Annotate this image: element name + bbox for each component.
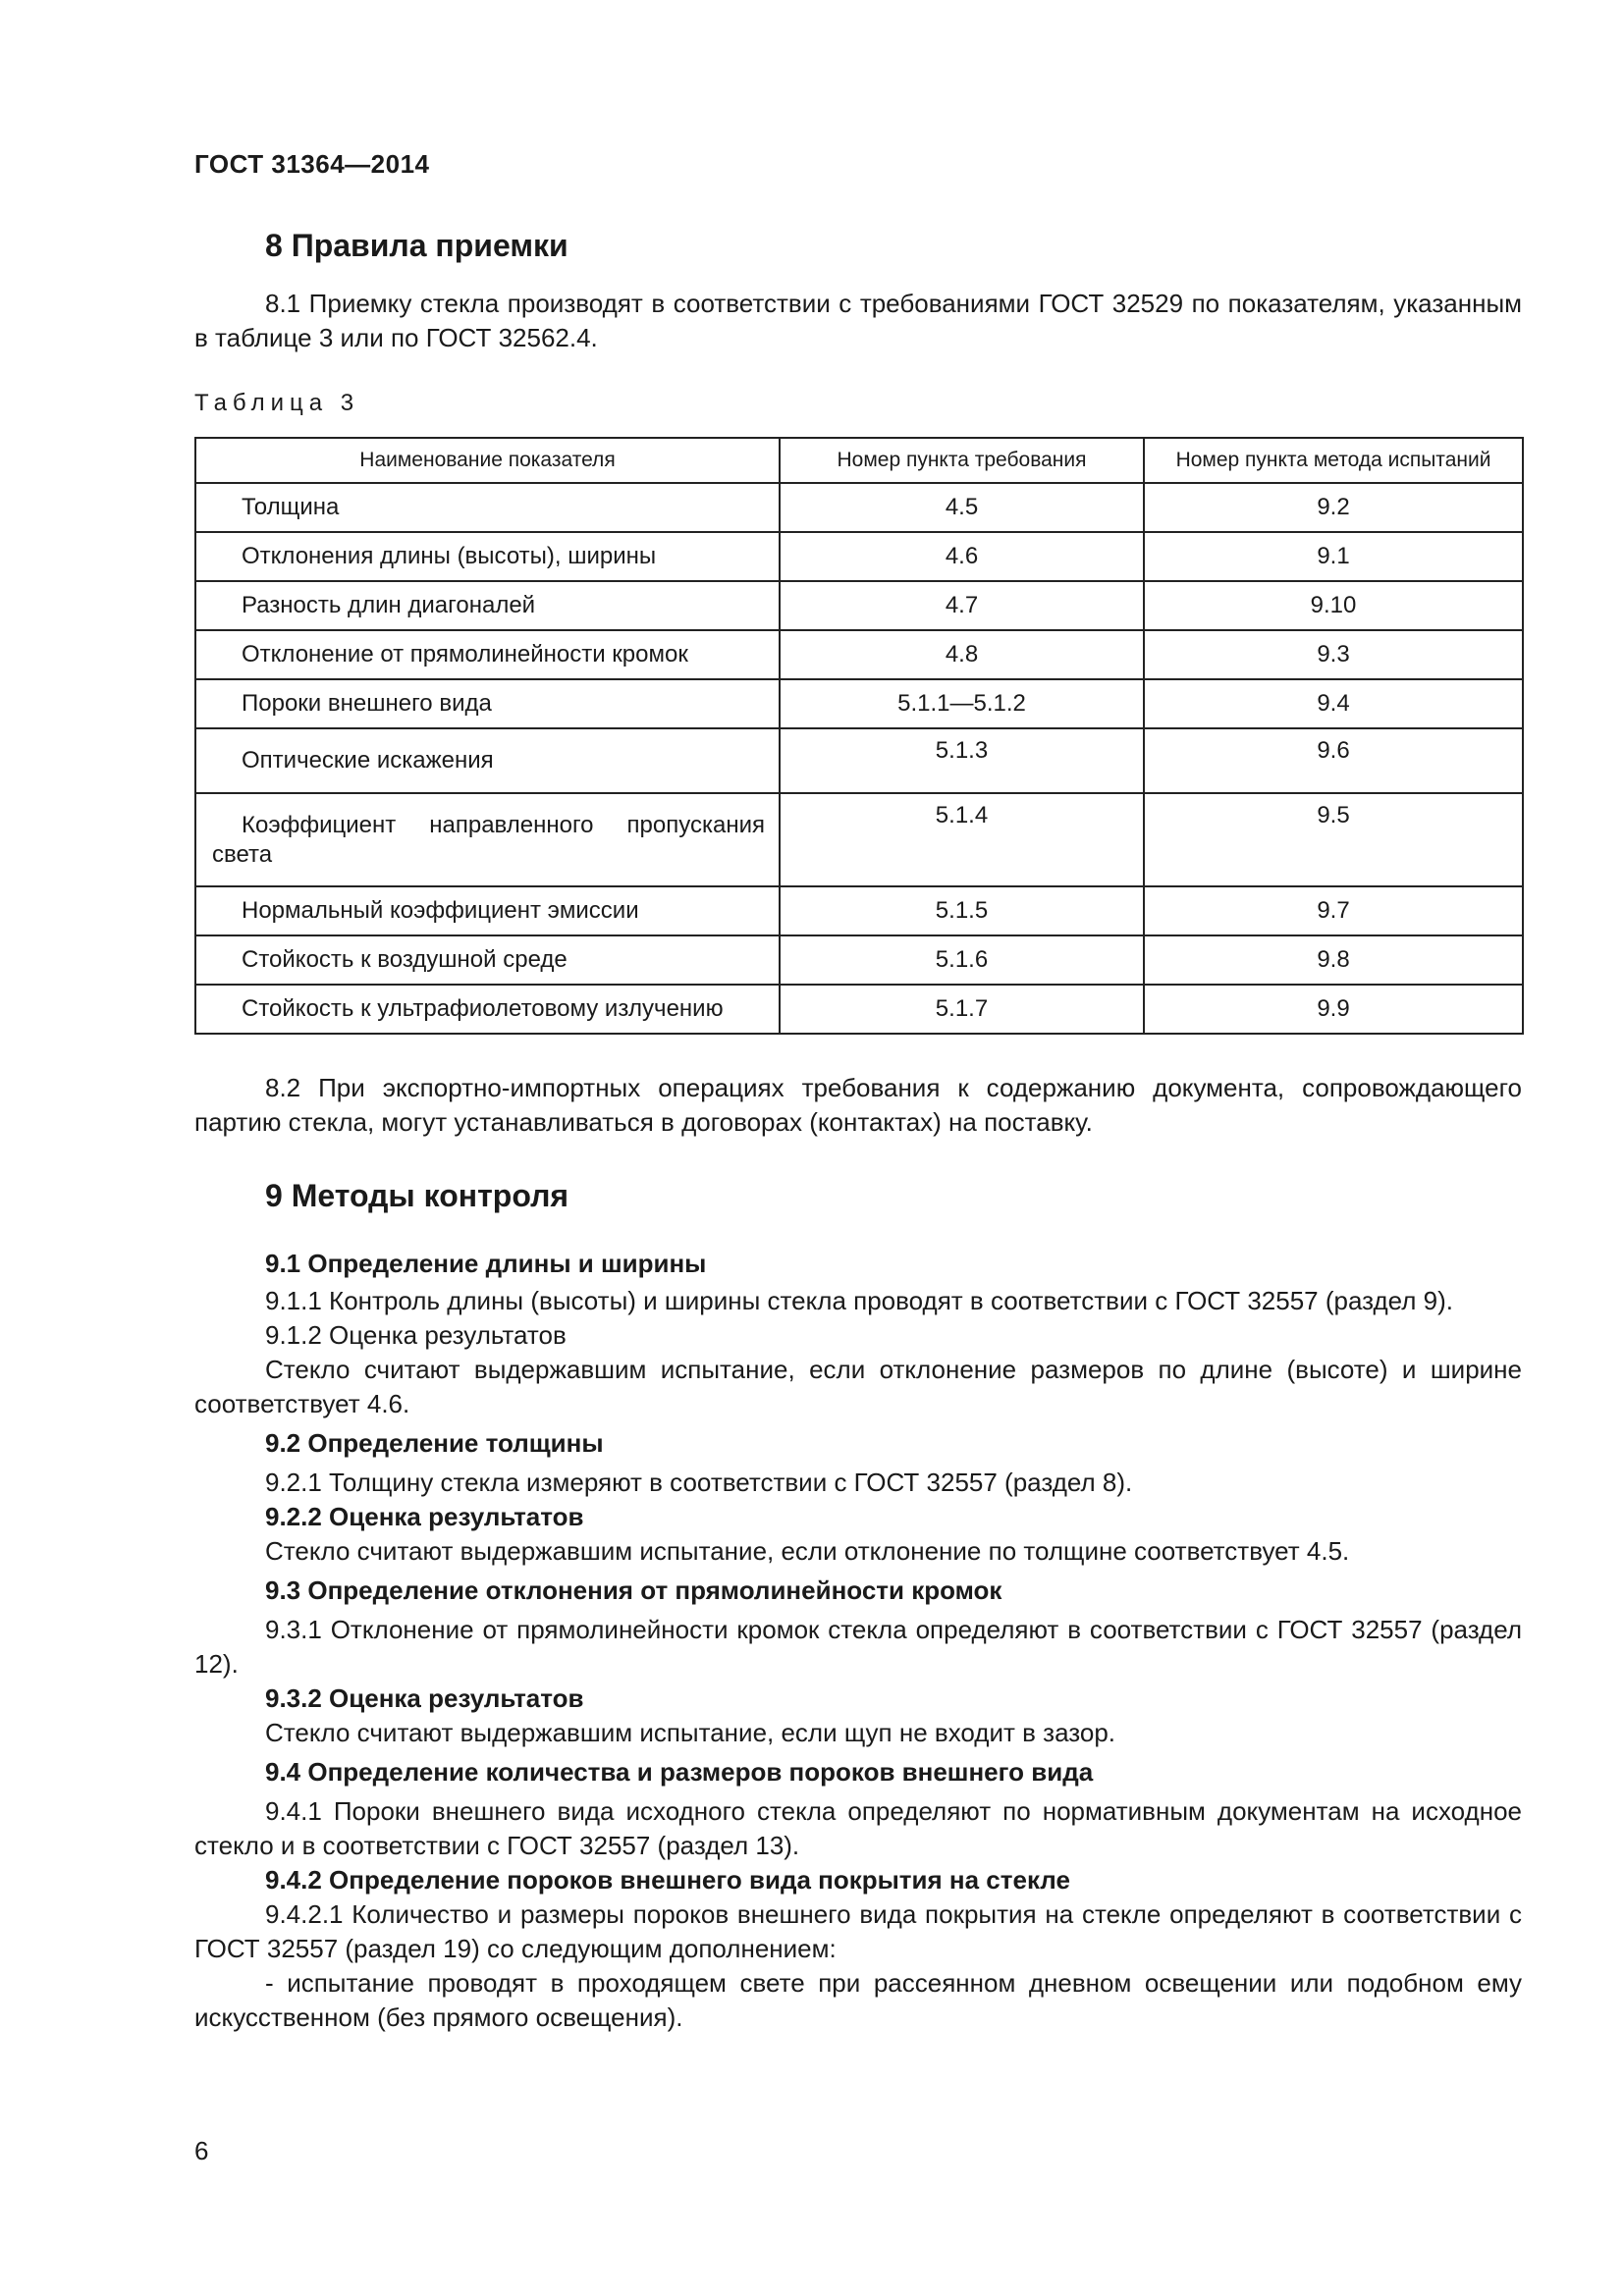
para-9-3-2-text: Стекло считают выдержавшим испытание, если щуп не входит в зазор.: [265, 1718, 1116, 1747]
indicator-cell: Отклонения длины (высоты), ширины: [195, 532, 780, 581]
para-8-2: 8.2 При экспортно-импортных операциях требования к содержанию документа, сопровождающего партию стекла, могут устанавливаться в договорах (контактах) на поставку.: [194, 1073, 1522, 1137]
para-9-1-2: 9.1.2 Оценка результатов: [265, 1320, 567, 1350]
method-cell: 9.1: [1144, 532, 1523, 581]
section-8-title: 8 Правила приемки: [265, 228, 568, 263]
indicator-cell: Пороки внешнего вида: [195, 679, 780, 728]
indicator-cell: [195, 793, 780, 886]
indicator-cell: Нормальный коэффициент эмиссии: [195, 886, 780, 935]
requirement-cell: 5.1.4: [780, 793, 1144, 886]
indicator-cell-text: Коэффициент направленного пропускания света: [212, 811, 765, 868]
indicator-cell: Стойкость к воздушной среде: [195, 935, 780, 985]
indicator-cell: Оптические искажения: [195, 728, 780, 793]
para-9-4-1: 9.4.1 Пороки внешнего вида исходного стекла определяют по нормативным документам на исходное стекло и в соответствии с ГОСТ 32557 (раздел 13).: [194, 1796, 1522, 1860]
para-8-1: 8.1 Приемку стекла производят в соответствии с требованиями ГОСТ 32529 по показателям, указанным в таблице 3 или по ГОСТ 32562.4.: [194, 289, 1522, 352]
para-9-2-1: 9.2.1 Толщину стекла измеряют в соответствии с ГОСТ 32557 (раздел 8).: [265, 1468, 1133, 1497]
table-row: [195, 935, 1523, 985]
doc-code-header: ГОСТ 31364—2014: [194, 149, 430, 179]
table-row: [195, 630, 1523, 679]
subsection-9-3-title: 9.3 Определение отклонения от прямолинейности кромок: [265, 1575, 1002, 1605]
method-cell: 9.4: [1144, 679, 1523, 728]
requirement-cell: 4.7: [780, 581, 1144, 630]
para-9-2-2-text: Стекло считают выдержавшим испытание, если отклонение по толщине соответствует 4.5.: [265, 1536, 1350, 1566]
requirement-cell: 5.1.3: [780, 728, 1144, 793]
para-9-4-2-1: 9.4.2.1 Количество и размеры пороков внешнего вида покрытия на стекле определяют в соответствии с ГОСТ 32557 (раздел 19) со следующим дополнением:: [194, 1899, 1522, 1963]
indicator-cell: Толщина: [195, 483, 780, 532]
indicator-cell: Стойкость к ультрафиолетовому излучению: [195, 985, 780, 1034]
method-cell: 9.9: [1144, 985, 1523, 1034]
requirement-cell: 4.5: [780, 483, 1144, 532]
table-row: [195, 886, 1523, 935]
page-number: 6: [194, 2136, 209, 2165]
section-9-body: [194, 1247, 1522, 2035]
table-row: [195, 483, 1523, 532]
para-9-3-1: 9.3.1 Отклонение от прямолинейности кромок стекла определяют в соответствии с ГОСТ 32557 (раздел 12).: [194, 1615, 1522, 1679]
subsection-9-4-title: 9.4 Определение количества и размеров пороков внешнего вида: [265, 1757, 1094, 1787]
requirement-cell: 4.8: [780, 630, 1144, 679]
para-9-1-2-text: Стекло считают выдержавшим испытание, если отклонение размеров по длине (высоте) и ширине соответствует 4.6.: [194, 1355, 1522, 1418]
table-row: [195, 581, 1523, 630]
table-header-cell: Номер пункта метода испытаний: [1144, 438, 1523, 483]
subsection-9-4-2-title: 9.4.2 Определение пороков внешнего вида покрытия на стекле: [265, 1865, 1070, 1895]
section-9-title: 9 Методы контроля: [265, 1178, 569, 1213]
subsection-9-2-2-title: 9.2.2 Оценка результатов: [265, 1502, 584, 1531]
subsection-9-2-title: 9.2 Определение толщины: [265, 1428, 604, 1458]
para-9-4-2-1-item: - испытание проводят в проходящем свете при рассеянном дневном освещении или подобном ему искусственном (без прямого освещения).: [194, 1968, 1522, 2032]
table-caption: Таблица 3: [194, 390, 360, 416]
requirements-table: [194, 437, 1524, 1035]
table-row: [195, 532, 1523, 581]
method-cell: 9.3: [1144, 630, 1523, 679]
subsection-9-1-title: 9.1 Определение длины и ширины: [265, 1249, 707, 1278]
method-cell: 9.6: [1144, 728, 1523, 793]
table-header-row: [195, 438, 1523, 483]
requirement-cell: 5.1.7: [780, 985, 1144, 1034]
para-9-1-1: 9.1.1 Контроль длины (высоты) и ширины стекла проводят в соответствии с ГОСТ 32557 (раздел 9).: [265, 1286, 1453, 1315]
table-row: [195, 793, 1523, 886]
indicator-cell: Отклонение от прямолинейности кромок: [195, 630, 780, 679]
subsection-9-3-2-title: 9.3.2 Оценка результатов: [265, 1683, 584, 1713]
method-cell: 9.10: [1144, 581, 1523, 630]
table-header-cell: Номер пункта требования: [780, 438, 1144, 483]
method-cell: 9.7: [1144, 886, 1523, 935]
table-row: [195, 985, 1523, 1034]
table-row: [195, 679, 1523, 728]
requirement-cell: 5.1.5: [780, 886, 1144, 935]
requirement-cell: 5.1.1—5.1.2: [780, 679, 1144, 728]
table-header-cell: Наименование показателя: [195, 438, 780, 483]
requirement-cell: 4.6: [780, 532, 1144, 581]
table-row: [195, 728, 1523, 793]
method-cell: 9.2: [1144, 483, 1523, 532]
indicator-cell: Разность длин диагоналей: [195, 581, 780, 630]
requirement-cell: 5.1.6: [780, 935, 1144, 985]
method-cell: 9.8: [1144, 935, 1523, 985]
method-cell: 9.5: [1144, 793, 1523, 886]
